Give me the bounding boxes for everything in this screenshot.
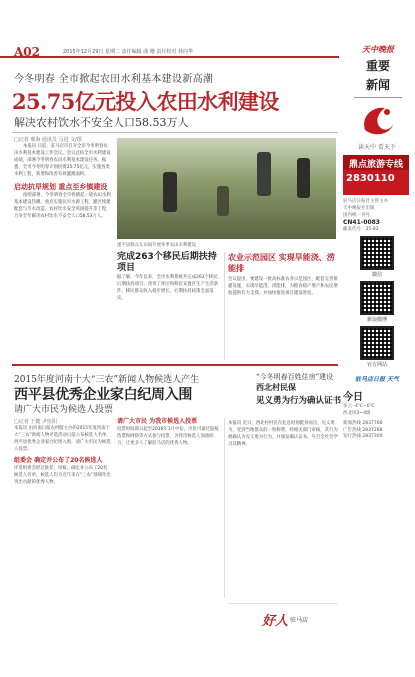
weibo-qr-icon [360, 281, 394, 315]
third-text: 本报讯 近日，西北村村民在危急时刻挺身而出，见义勇为，受到当地群众的一致称赞。经相关部门审核，其行为被确认为见义勇为行为，并颁发确认证书，号召全社会学习其精神。 [228, 421, 338, 447]
vote-text: 投票时间即日起至2016年1月中旬，市民可通过报纸选票和网络等方式参与投票，为我市候选人加油助力，让更多人了解驻马店的优秀人物。 [117, 427, 219, 446]
lead-photo [117, 138, 336, 239]
publisher-info [343, 198, 411, 233]
hotline-ads: 广告热线 2837288 [343, 427, 383, 433]
travel-ad-number: 2830110 [346, 173, 395, 184]
second-kicker: 2015年度河南十大“三农”新闻人物候选人产生 [14, 375, 200, 385]
col2-text: 据了解，今年以来，全市水利系统共完成263个移民后期扶持项目，改善了库区和移民安置区生产生活条件，移民群众收入稳步增长，后期扶持政策全面落实。 [117, 275, 218, 301]
cn-code: CN41-0083 [343, 219, 380, 226]
third-headline-2: 见义勇为行为确认证书 [256, 396, 342, 406]
section-title-line2: 新闻 [365, 78, 390, 92]
page-header [0, 44, 339, 58]
masthead-logo: 天中晚报 [362, 44, 394, 54]
lead-paragraph-1: 本报讯 日前，驻马店市召开全市今冬明春农田水利基本建设工作会议。会议总结全市水利建设成绩，部署今冬明春农田水利基本建设任务。据悉，全市今冬明春计划投资25.75亿元，实施各类水利工程，新增和改善有效灌溉面积。 [14, 144, 111, 177]
travel-ad [343, 155, 409, 195]
weather-line-1: 多云 -4℃~6℃ [343, 404, 375, 409]
second-subhead: 请广大市民为候选人投票 [14, 405, 114, 415]
lead-headline: 25.75亿元投入农田水利建设 [12, 89, 279, 114]
second-byline: □记者 王健 尹恒阳 [14, 419, 57, 425]
publisher-line-1: 驻马店日报社主管主办 [343, 199, 388, 204]
col3-title: 农业示范园区 实现旱能浇、涝能排 [228, 253, 335, 273]
hotline-news: 新闻热线 2837766 [343, 421, 383, 426]
publisher-line-3: 国内统一刊号 [343, 213, 370, 218]
website-qr-label: 官方网站 [366, 362, 387, 368]
second-sub-title: 组委会 确定并公布了20名候选人 [14, 457, 103, 464]
date-line: 2015年12月29日 星期二 责任编辑 曲 珊 责任校对 林向华 [63, 49, 193, 55]
column-divider [224, 252, 225, 360]
second-sub-text: 评选组委会经过推荐、审核，确定并公布了20名候选人名单，候选人均为近年来在“三农”领域作出突出贡献的优秀人物。 [14, 466, 111, 485]
sidebar-motto: 读天中 看天下 [358, 144, 396, 151]
wechat-qr-label: 微信 [371, 272, 382, 278]
lead-paragraph-2: 按照部署，今冬明春全市将掀起一轮农田水利基本建设热潮，重点实施抗旱水源工程、灌区续建配套与节水改造、农村饮水安全巩固提升等工程，力争全年解决农村饮水不安全人口58.53万人。 [14, 193, 111, 219]
weather-line-2: 西北风3~4级 [343, 411, 371, 416]
photo-figure [163, 172, 177, 212]
weather-logo: 驻马店日报 天气 [354, 376, 400, 383]
lead-column-3 [228, 252, 338, 297]
lead-section-title: 启动抗旱规划 重点至乡镇建设 [14, 183, 108, 191]
second-paragraph-1: 本报讯 由河南日报农村版主办的2015年度河南十大“三农”新闻人物评选活动日前公布候选人名单，西平县优秀企业家白纪周入围，请广大市民为候选人投票。 [14, 426, 111, 452]
third-column [228, 420, 338, 448]
photo-figure [257, 152, 271, 196]
page-code: A02 [14, 45, 41, 59]
hotline-delivery: 发行热线 2837300 [343, 434, 383, 439]
lead-kicker: 今冬明春 全市掀起农田水利基本建设新高潮 [14, 74, 214, 85]
publisher-line-4: 邮发代号：35-82 [343, 227, 379, 232]
newspaper-emblem-icon [357, 100, 397, 140]
third-kicker: “今冬明春百姓住房”建设 [256, 373, 334, 381]
vote-title: 请广大市民 为我市候选人投票 [117, 418, 198, 425]
banner-sub: 驻马店 [290, 617, 309, 624]
photo-figure [217, 186, 229, 216]
col3-text: 会议提出，要建设一批高标准农业示范园区，配套完善排灌设施，实现旱能浇、涝能排，为粮食稳产增产和农民增收提供有力支撑，并加快推进项目建设进度。 [228, 277, 338, 296]
second-column-1 [14, 418, 111, 486]
second-column-2 [117, 418, 221, 447]
col2-title: 完成263个移民后期扶持项目 [117, 252, 217, 273]
lead-column-1 [14, 136, 111, 220]
weibo-qr-label: 新浪微博 [366, 317, 387, 323]
column-divider [224, 418, 225, 598]
weather-title: 今日 [343, 392, 363, 403]
website-qr-icon [360, 326, 394, 360]
masthead-rule [354, 97, 402, 98]
masthead [350, 44, 406, 98]
section-divider [12, 364, 338, 366]
lead-column-2 [117, 252, 221, 302]
sidebar [343, 100, 411, 441]
hotline-list [343, 421, 411, 441]
banner-text: 好人 [262, 614, 289, 629]
second-headline: 西平县优秀企业家白纪周入围 [14, 387, 193, 403]
publisher-line-2: 天中晚报社出版 [343, 206, 375, 211]
section-title-line1: 重要 [365, 59, 390, 73]
lead-byline: □记者 邢海 通讯员 马进 文/图 [14, 137, 82, 143]
photo-figure [297, 158, 310, 198]
photo-caption: 遂平县群众在田间开展冬季农田水利建设 [117, 243, 197, 248]
good-people-banner [228, 603, 338, 637]
headline-rule [12, 132, 338, 133]
third-headline-1: 西北村民保 [256, 382, 296, 392]
lead-subhead: 解决农村饮水不安全人口58.53万人 [14, 116, 189, 129]
wechat-qr-icon [360, 236, 394, 270]
travel-ad-title: 鼎点旅游专线 [343, 155, 409, 170]
